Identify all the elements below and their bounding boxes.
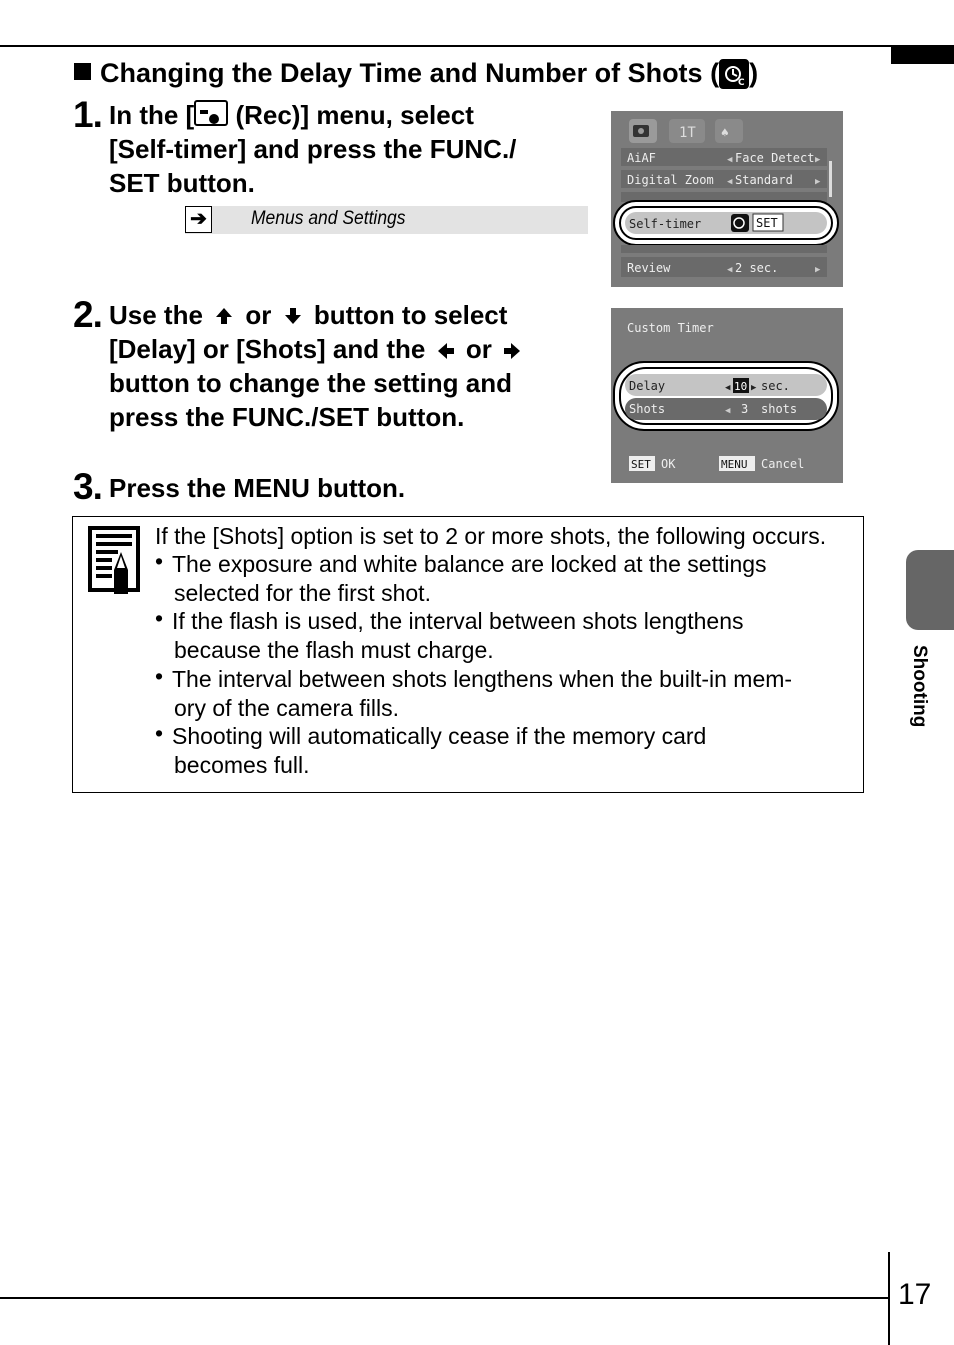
screen1-row-label: Digital Zoom [627,173,714,187]
svg-text:▶: ▶ [815,177,821,187]
svg-text:▶: ▶ [751,383,757,393]
memo-icon [88,526,142,603]
note-bullet: • If the flash is used, the interval between shots lengthens because the flash must charge. [155,605,744,663]
step-3-number: 3. [73,466,102,507]
down-arrow-icon [279,298,307,332]
screen2-footer-ok: OK [661,457,676,471]
step-1-number: 1. [73,94,102,135]
screen2-footer-cancel: Cancel [761,457,805,471]
svg-text:◀: ◀ [727,155,733,165]
screen1-row-value: 2 sec. [735,261,779,275]
step-1-text: In the [ (Rec)] menu, select [Self-timer] and press the FUNC./ SET button. [109,100,517,198]
square-bullet-icon [74,63,91,80]
screen2-row-value: 3 [741,402,749,416]
bottom-rule [0,1297,890,1299]
chapter-tab-label-wrap [900,645,940,745]
note-bullet: • Shooting will automatically cease if the memory card becomes full. [155,720,707,778]
camera-screen-rec-menu [611,111,843,287]
page-number: 17 [898,1278,932,1311]
screen2-title: Custom Timer [627,321,714,335]
reference-link[interactable]: Menus and Settings [251,208,406,229]
chapter-tab [906,550,954,630]
screen2-row-label: Delay [629,379,666,393]
svg-text:◀: ◀ [725,406,731,416]
screen1-row-label: Review [627,261,671,275]
rec-camera-icon [194,100,228,126]
left-arrow-icon [433,332,459,366]
screen1-row-label: Self-timer [629,217,702,231]
screen1-row-value: Standard [735,173,793,187]
note-intro: If the [Shots] option is set to 2 or more shots, the following occurs. [155,523,827,549]
page-number-divider [888,1252,890,1345]
screen2-row-unit: shots [761,402,798,416]
svg-text:▶: ▶ [815,155,821,165]
screen1-row-value: Face Detect [735,151,815,165]
screen2-footer-menu: MENU [721,458,748,471]
up-arrow-icon [210,298,238,332]
bullet-icon: • [155,605,164,631]
self-timer-custom-icon [719,59,749,89]
section-title: Changing the Delay Time and Number of Shots ( C ) [74,58,758,89]
step-3-text: Press the MENU button. [109,473,406,503]
svg-text:◀: ◀ [727,177,733,187]
screen2-row-value: 10 [734,380,748,393]
reference-arrow-icon: ➔ [185,206,212,233]
screen2-row-unit: sec. [761,379,790,393]
camera-screen-custom-timer [611,308,843,483]
svg-text:♠: ♠ [721,126,729,141]
note-bullet: • The interval between shots lengthens when the built-in mem- ory of the camera fills. [155,663,793,721]
svg-text:C: C [738,78,745,87]
svg-text:▶: ▶ [815,265,821,275]
chapter-tab-label: Shooting [909,645,930,728]
svg-text:◀: ◀ [727,265,733,275]
right-arrow-icon [499,332,525,366]
screen2-row-label: Shots [629,402,666,416]
top-rule [0,45,892,47]
bullet-icon: • [155,548,164,574]
bullet-icon: • [155,720,164,746]
screen2-footer-set: SET [631,458,651,471]
svg-text:◀: ◀ [725,383,731,393]
note-bullet: • The exposure and white balance are locked at the settings selected for the first shot. [155,548,767,606]
top-corner-tab [891,45,954,64]
step-2-text: Use the or button to select [Delay] or [Shots] and the or button to change the setting and press the FUNC./SET button. [109,298,525,434]
tab-setup-label: 1T [679,125,696,141]
screen1-row-label: AiAF [627,151,656,165]
bullet-icon: • [155,663,164,689]
step-2-number: 2. [73,294,102,335]
screen1-row-value: SET [756,216,778,230]
